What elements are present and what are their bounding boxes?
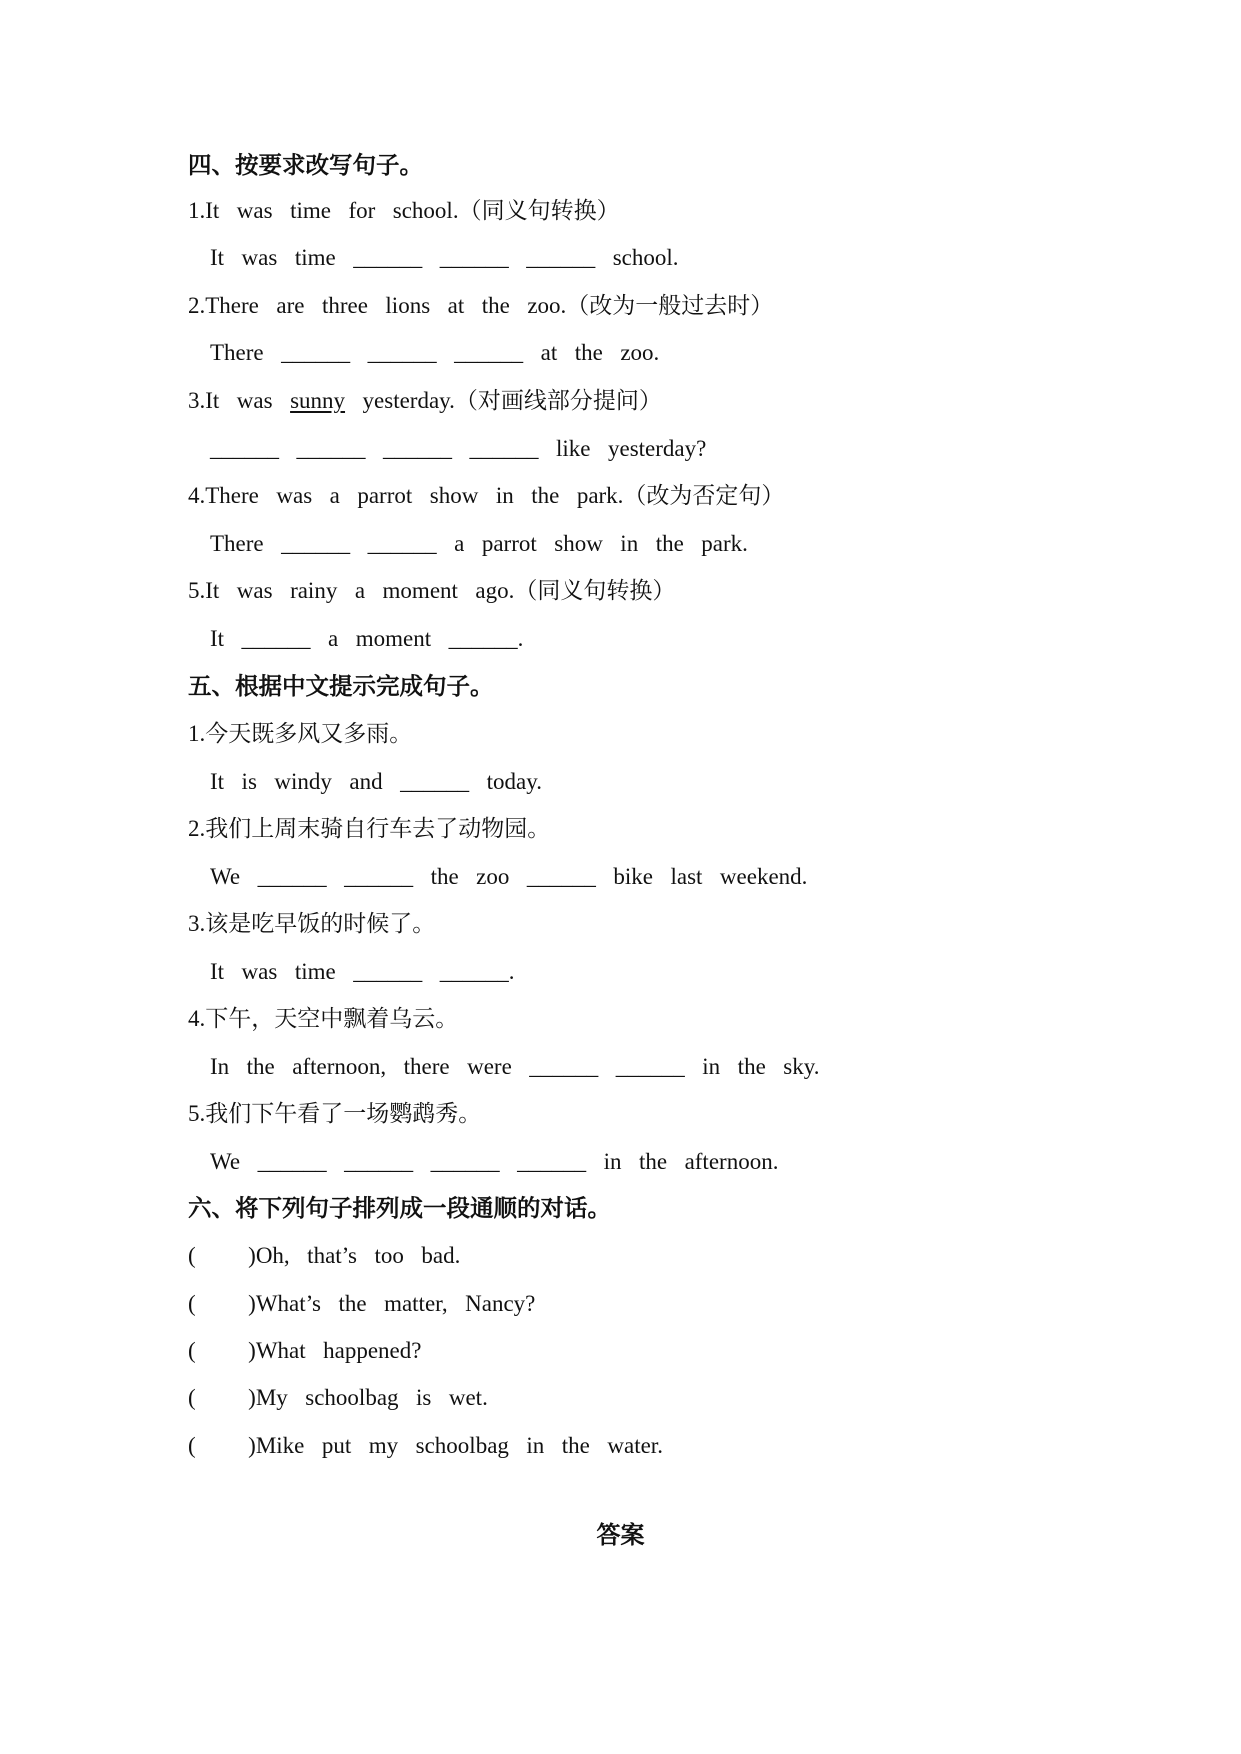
s6-item-3: ( )What happened? — [188, 1338, 422, 1363]
s4-a2: There ______ ______ ______ at the zoo. — [210, 340, 660, 365]
s4-q3-underlined: sunny — [290, 388, 346, 413]
s5-q5: 5.我们下午看了一场鹦鹉秀。 — [188, 1101, 482, 1126]
s5-a5: We ______ ______ ______ ______ in the afternoon. — [210, 1149, 779, 1174]
s4-q3 — [188, 386, 662, 416]
s6-item-5: ( )Mike put my schoolbag in the water. — [188, 1433, 663, 1458]
s6-item-2: ( )What’s the matter, Nancy? — [188, 1291, 536, 1316]
s5-q3: 3.该是吃早饭的时候了。 — [188, 911, 436, 936]
s4-q3-post: yesterday.（对画线部分提问） — [345, 388, 662, 413]
s4-q4: 4.There was a parrot show in the park.（改为否定句） — [188, 483, 785, 508]
s4-q1: 1.It was time for school.（同义句转换） — [188, 198, 620, 223]
s4-a3: ______ ______ ______ ______ like yesterday? — [210, 436, 707, 461]
section-4-heading: 四、按要求改写句子。 — [188, 153, 423, 179]
section-6-heading: 六、将下列句子排列成一段通顺的对话。 — [188, 1196, 611, 1222]
s5-a3: It was time ______ ______. — [210, 959, 515, 984]
s4-a5: It ______ a moment ______. — [210, 626, 524, 651]
s5-q1: 1.今天既多风又多雨。 — [188, 721, 413, 746]
s4-q5: 5.It was rainy a moment ago.（同义句转换） — [188, 578, 676, 603]
s5-q4: 4.下午，天空中飘着乌云。 — [188, 1006, 459, 1031]
s4-a4: There ______ ______ a parrot show in the park. — [210, 531, 748, 556]
section-5-heading: 五、根据中文提示完成句子。 — [188, 674, 494, 700]
s6-item-4: ( )My schoolbag is wet. — [188, 1385, 488, 1410]
s4-q2: 2.There are three lions at the zoo.（改为一般过去时） — [188, 293, 774, 318]
s6-item-1: ( )Oh, that’s too bad. — [188, 1243, 461, 1268]
s4-q3-pre: 3.It was — [188, 388, 291, 413]
s4-a1: It was time ______ ______ ______ school. — [210, 245, 679, 270]
s5-q2: 2.我们上周末骑自行车去了动物园。 — [188, 816, 551, 841]
s5-a1: It is windy and ______ today. — [210, 769, 542, 794]
answer-title: 答案 — [596, 1523, 645, 1549]
s5-a4: In the afternoon, there were ______ ______ in the sky. — [210, 1054, 820, 1079]
s5-a2: We ______ ______ the zoo ______ bike last weekend. — [210, 864, 808, 889]
